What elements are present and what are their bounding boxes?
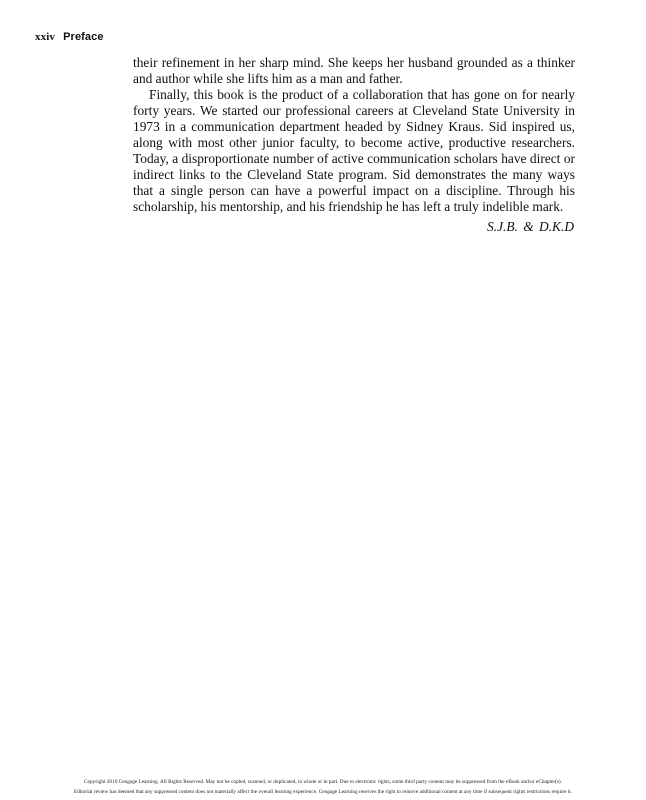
author-signature: S.J.B. & D.K.D bbox=[487, 219, 574, 234]
section-title: Preface bbox=[63, 31, 104, 43]
copyright-notice-line-2: Editorial review has deemed that any suppressed content does not materially affect the overall learning experience. Cengage Learning reserves the right to remove additional content at any time if subsequent rights restrictions require it. bbox=[73, 789, 573, 795]
page-number: xxiv bbox=[35, 31, 55, 43]
paragraph-collaboration: Finally, this book is the product of a collaboration that has gone on for nearly forty years. We started our professional careers at Cleveland State University in 1973 in a communication department headed by Sidney Kraus. Sid inspired us, along with most other junior faculty, to become active, productive researchers. Today, a disproportionate number of active communication scholars have direct or indirect links to the Cleveland State program. Sid demonstrates the many ways that a single person can have a powerful impact on a discipline. Through his scholarship, his mentorship, and his friendship he has left a truly indelible mark. bbox=[133, 87, 575, 214]
paragraph-continued: their refinement in her sharp mind. She keeps her husband grounded as a thinker and author while she lifts him as a man and father. bbox=[133, 55, 575, 86]
running-head bbox=[35, 31, 104, 43]
body-text bbox=[133, 55, 575, 215]
copyright-notice-line-1: Copyright 2010 Cengage Learning. All Rights Reserved. May not be copied, scanned, or duplicated, in whole or in part. Due to electronic rights, some third party content may be suppressed from the eBook and/or eChapter(s). bbox=[83, 779, 563, 785]
